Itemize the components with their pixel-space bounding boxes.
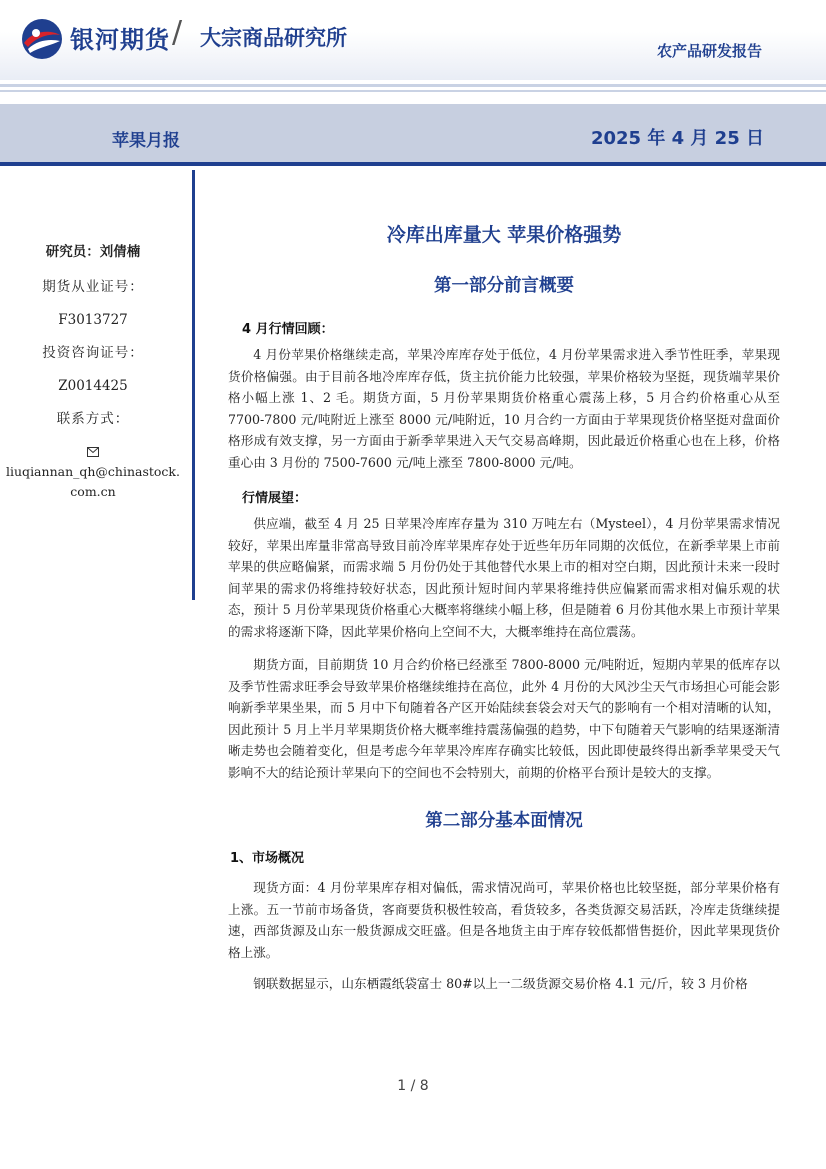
consult-number: Z0014425 [58,378,128,394]
outlook-heading: 行情展望： [242,491,308,506]
email-address[interactable] [4,442,182,502]
analyst-name: 研究员：刘倩楠 [45,244,141,260]
market-heading: 1、市场概况 [230,851,305,866]
part2-title: 第二部分基本面情况 [425,811,583,831]
outlook-paragraph-1: 供应端，截至 4 月 25 日苹果冷库库存量为 310 万吨左右（Mysteel），4 月份苹果需求情况较好，苹果出库量非常高导致目前冷库苹果库存处于近些年历年同期的次低位，在新季苹果上市前苹果的供应略偏紧，而需求端 5 月份仍处于其他替代水果上市的相对空白期，因此预计未来一段时间苹果的需求仍将维持较好状态，因此预计短时间内苹果将维持供应偏紧而需求相对偏乐观的状态，预计 5 月份苹果现货价格重心大概率将继续小幅上移，但是随着 6 月份其他水果上市预计苹果的需求将逐渐下降，因此苹果价格向上空间不大，大概率维持在高位震荡。 [228,516,780,639]
band-divider [0,162,826,166]
part1-title: 第一部分前言概要 [434,276,574,296]
report-body [228,220,780,995]
page-header [0,0,826,80]
license-label: 期货从业证号： [42,279,144,295]
market-paragraph-1: 现货方面：4 月份苹果库存相对偏低，需求情况尚可，苹果价格也比较坚挺，部分苹果价格有上涨。五一节前市场备货，客商要货积极性较高，看货较多，各类货源交易活跃，冷库走货继续提速，西部货源及山东一般货源成交旺盛。但是各地货主由于库存较低都惜售挺价，因此苹果现货价格上涨。 [228,880,780,960]
header-slash: / [172,15,183,50]
analyst-sidebar [4,240,182,502]
review-heading: 4 月行情回顾： [242,322,334,337]
page-number: 1 / 8 [397,1078,429,1094]
report-date: 2025 年 4 月 25 日 [590,128,764,149]
galaxy-logo-icon [20,17,64,61]
report-type: 农产品研发报告 [656,42,762,60]
institute-name: 大宗商品研究所 [200,26,347,50]
report-title: 冷库出库量大 苹果价格强势 [386,224,622,246]
sidebar-divider [192,170,195,600]
license-number: F3013727 [58,312,128,328]
header-stripe [0,84,826,87]
email-line-1: liuqiannan_qh@chinastock. [6,464,180,479]
contact-label: 联系方式： [56,411,130,427]
outlook-paragraph-2: 期货方面，目前期货 10 月合约价格已经涨至 7800-8000 元/吨附近，短期内苹果的低库存以及季节性需求旺季会导致苹果价格继续维持在高位，此外 4 月份的大风沙尘天气市场担心可能会影响新季苹果坐果，而 5 月中下旬随着各产区开始陆续套袋会对天气的影响有一个相对清晰的认知，因此预计 5 月上半月苹果期货价格大概率维持震荡偏强的趋势，中下旬随着天气影响的结果逐渐清晰走势也会随着变化，但是考虑今年苹果冷库库存确实比较低，因此即使最终得出新季苹果受天气影响不大的结论预计苹果向下的空间也不会特别大，前期的价格平台预计是较大的支撑。 [228,657,780,780]
report-name: 苹果月报 [112,131,180,151]
review-paragraph: 4 月份苹果价格继续走高，苹果冷库库存处于低位，4 月份苹果需求进入季节性旺季，苹果现货价格偏强。由于目前各地冷库库存低，货主抗价能力比较强，苹果价格较为坚挺，现货端苹果价格小幅上涨 1、2 毛。期货方面，5 月份苹果期货价格重心震荡上移，5 月合约价格重心从至 7700-7800 元/吨附近上涨至 8000 元/吨附近，10 月合约一方面由于苹果现货价格坚挺对盘面价格形成有效支撑，另一方面由于新季苹果进入天气交易高峰期，因此最近价格重心也在上移，价格重心由 3 月份的 7500-7600 元/吨上涨至 7800-8000 元/吨。 [228,347,780,470]
brand-name: 银河期货 [70,26,170,54]
consult-label: 投资咨询证号： [42,345,144,361]
mail-icon [87,447,99,457]
header-stripe [0,90,826,92]
market-paragraph-2: 钢联数据显示，山东栖霞纸袋富士 80#以上一二级货源交易价格 4.1 元/斤，较 3 月价格 [253,976,748,991]
email-line-2: com.cn [70,484,116,499]
